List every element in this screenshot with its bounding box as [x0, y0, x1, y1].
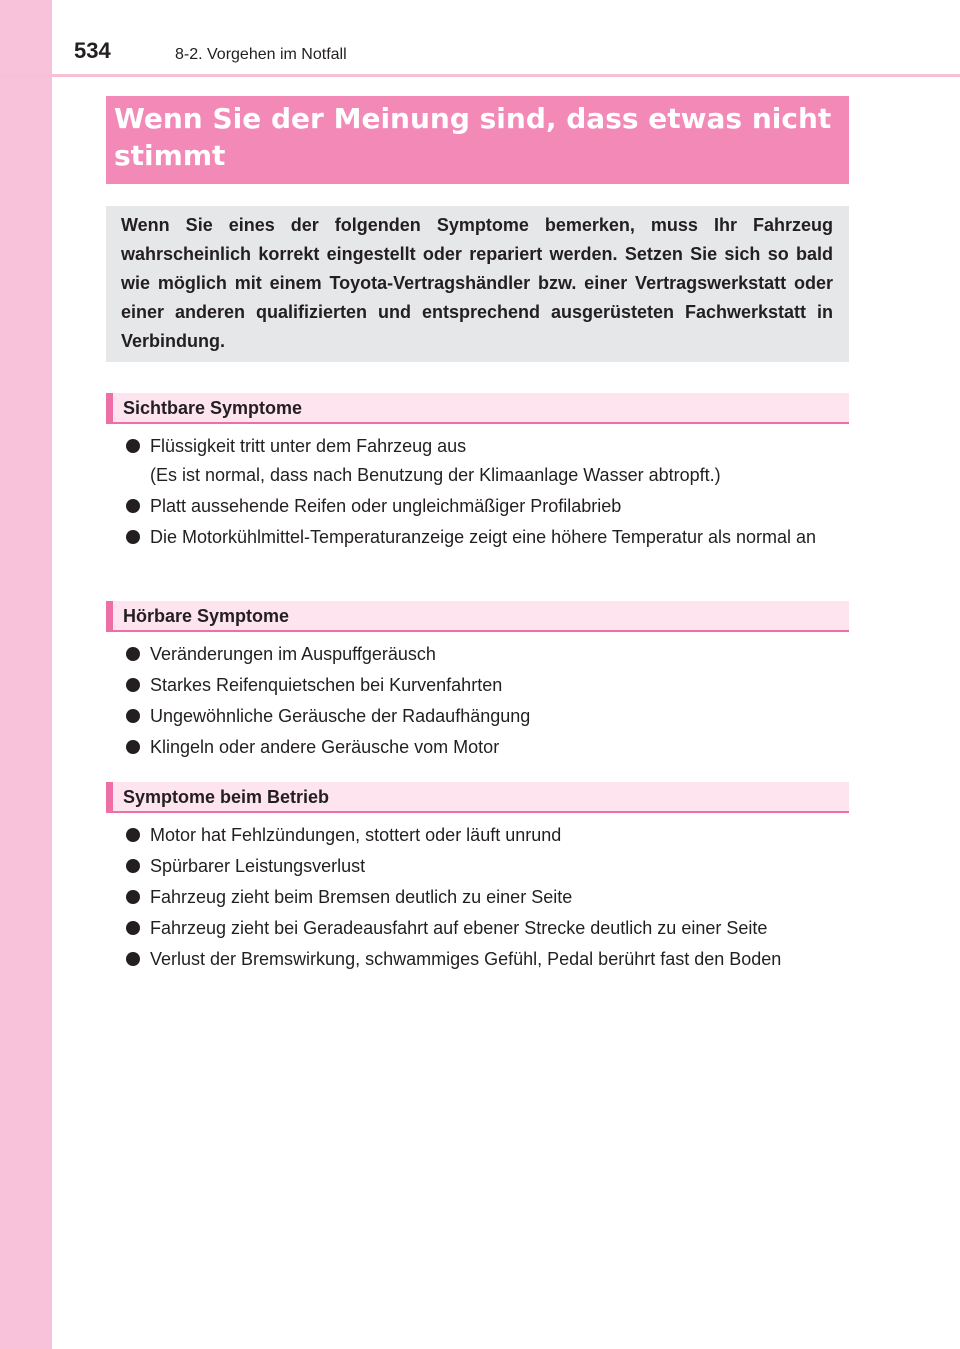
list-item — [106, 523, 849, 552]
list-item — [106, 852, 849, 881]
list-item-text: Veränderungen im Auspuffgeräusch — [150, 644, 436, 664]
header-rule — [0, 74, 960, 77]
section-heading: Sichtbare Symptome — [123, 398, 303, 418]
section-header-audible — [106, 601, 849, 632]
bullet-icon — [126, 859, 140, 873]
bullet-icon — [126, 530, 140, 544]
operation-symptoms-list — [106, 821, 849, 976]
page-number: 534 — [74, 38, 111, 63]
bullet-icon — [126, 709, 140, 723]
list-item-text: Fahrzeug zieht bei Geradeausfahrt auf ebener Strecke deutlich zu einer Seite — [150, 918, 768, 938]
bullet-icon — [126, 439, 140, 453]
title-banner — [106, 96, 849, 184]
bullet-icon — [126, 952, 140, 966]
list-item — [106, 671, 849, 700]
audible-symptoms-list — [106, 640, 849, 764]
bullet-icon — [126, 890, 140, 904]
list-item — [106, 492, 849, 521]
section-reference: 8-2. Vorgehen im Notfall — [175, 46, 347, 63]
list-item — [106, 733, 849, 762]
bullet-icon — [126, 647, 140, 661]
intro-text: Wenn Sie eines der folgenden Symptome bemerken, muss Ihr Fahrzeug wahrscheinlich korrekt eingestellt oder repariert werden. Setzen Sie sich so bald wie möglich mit einem Toyota-Vertragshändler bzw. einer Vertragswerkstatt oder einer anderen qualifizierten und entsprechend ausgerüsteten Fachwerkstatt in Verbindung. — [121, 215, 833, 351]
list-item-text: Starkes Reifenquietschen bei Kurvenfahrten — [150, 675, 503, 695]
section-header-operation — [106, 782, 849, 813]
section-accent-bar — [106, 601, 113, 630]
section-accent-bar — [106, 393, 113, 422]
list-item — [106, 914, 849, 943]
list-item-text: Flüssigkeit tritt unter dem Fahrzeug aus — [150, 436, 467, 456]
side-color-band — [0, 0, 52, 1349]
bullet-icon — [126, 499, 140, 513]
list-item-text: Platt aussehende Reifen oder ungleichmäßiger Profilabrieb — [150, 496, 622, 516]
list-item — [106, 432, 849, 490]
page-title: Wenn Sie der Meinung sind, dass etwas nicht stimmt — [114, 102, 832, 172]
list-item — [106, 883, 849, 912]
list-item — [106, 821, 849, 850]
section-accent-bar — [106, 782, 113, 811]
list-item-text: Fahrzeug zieht beim Bremsen deutlich zu einer Seite — [150, 887, 573, 907]
list-item — [106, 945, 849, 974]
section-heading: Symptome beim Betrieb — [123, 787, 330, 807]
list-item-text: Ungewöhnliche Geräusche der Radaufhängung — [150, 706, 531, 726]
list-item — [106, 702, 849, 731]
list-item — [106, 640, 849, 669]
bullet-icon — [126, 678, 140, 692]
bullet-icon — [126, 740, 140, 754]
list-item-text: Spürbarer Leistungsverlust — [150, 856, 366, 876]
list-item-text: Motor hat Fehlzündungen, stottert oder läuft unrund — [150, 825, 562, 845]
list-item-text: Klingeln oder andere Geräusche vom Motor — [150, 737, 500, 757]
bullet-icon — [126, 921, 140, 935]
list-item-text: Die Motorkühlmittel-Temperaturanzeige zeigt eine höhere Temperatur als normal an — [150, 527, 816, 547]
visible-symptoms-list — [106, 432, 849, 554]
intro-box — [106, 206, 849, 362]
section-heading: Hörbare Symptome — [123, 606, 290, 626]
bullet-icon — [126, 828, 140, 842]
list-item-note: (Es ist normal, dass nach Benutzung der Klimaanlage Wasser abtropft.) — [150, 465, 721, 485]
section-header-visible — [106, 393, 849, 424]
list-item-text: Verlust der Bremswirkung, schwammiges Gefühl, Pedal berührt fast den Boden — [150, 949, 782, 969]
